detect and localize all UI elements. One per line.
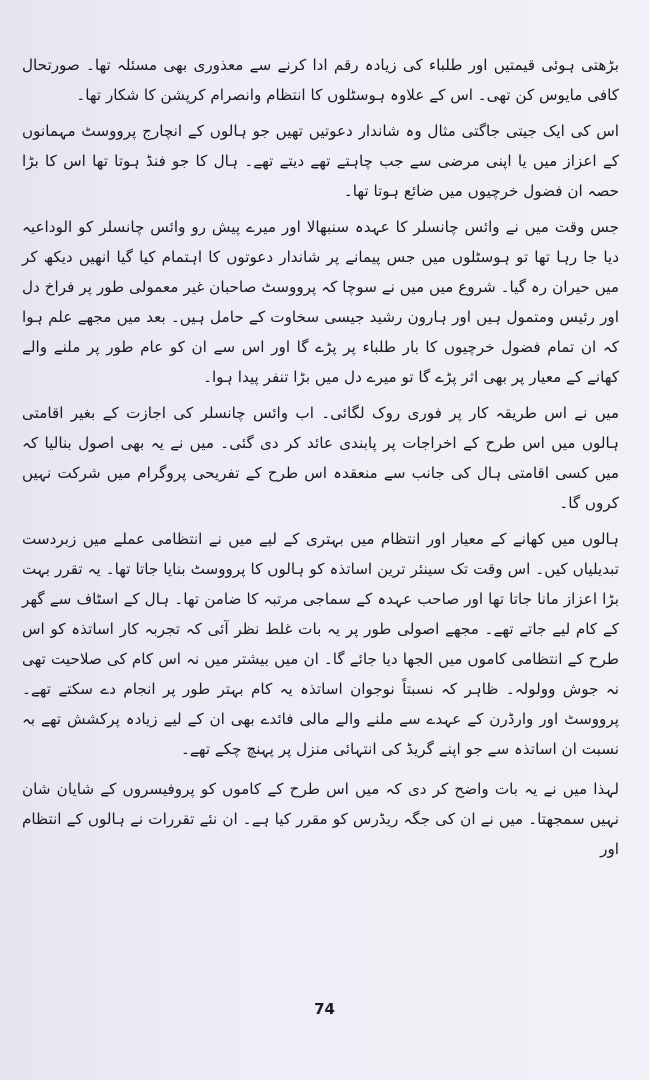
paragraph: ہالوں میں کھانے کے معیار اور انتظام میں بہتری کے لیے میں نے انتظامی عملے میں زبردست تبدیلیاں کیں۔ اس وقت تک سینئر ترین اساتذہ کو ہالوں کا پرووسٹ بنایا جاتا تھا۔ یہ تقرر بہت بڑا اعزاز مانا جاتا تھا اور صاحب عہدہ کے سماجی مرتبہ کا ضامن تھا۔ ہال کے اسٹاف سے گھر کے کام لیے جاتے تھے۔ مجھے اصولی طور پر یہ بات غلط نظر آئی کہ تجربہ کار اساتذہ کو اس طرح کے انتظامی کاموں میں الجھا دیا جائے گا۔ ان میں بیشتر میں نہ اس کام کی صلاحیت تھی نہ جوش وولولہ۔ ظاہر کہ نسبتاً نوجوان اساتذہ یہ کام بہتر طور پر انجام دے سکتے تھے۔ پرووسٹ اور وارڈرن کے عہدے سے ملنے والے مالی فائدے بھی ان کے لیے زیادہ پرکشش تھے بہ نسبت ان اساتذہ سے جو اپنے گریڈ کی انتہائی منزل پر پہنچ چکے تھے۔ xyxy=(22,530,619,758)
body-text xyxy=(22,50,619,864)
paragraph: بڑھتی ہوئی قیمتیں اور طلباء کی زیادہ رقم ادا کرنے سے معذوری بھی مسئلہ تھا۔ صورتحال کافی مایوس کن تھی۔ اس کے علاوہ ہوسٹلوں کا انتظام وانصرام کرپشن کا شکار تھا۔ xyxy=(22,56,619,104)
paragraph: لہذا میں نے یہ بات واضح کر دی کہ میں اس طرح کے کاموں کو پروفیسروں کے شایان شان نہیں سمجھتا۔ میں نے ان کی جگہ ریڈرس کو مقرر کیا ہے۔ ان نئے تقررات نے ہالوں کے انتظام اور xyxy=(22,780,619,858)
paragraph: اس کی ایک جیتی جاگتی مثال وہ شاندار دعوتیں تھیں جو ہالوں کے انچارج پرووسٹ مہمانوں کے اعزاز میں یا اپنی مرضی سے جب چاہتے تھے دیتے تھے۔ ہال کا جو فنڈ ہوتا تھا اس کا بڑا حصہ ان فضول خرچیوں میں ضائع ہوتا تھا۔ xyxy=(22,122,619,200)
paragraph: جس وقت میں نے وائس چانسلر کا عہدہ سنبھالا اور میرے پیش رو وائس چانسلر کو الوداعیہ دیا جا رہا تھا تو ہوسٹلوں میں جس پیمانے پر شاندار دعوتوں کا اہتمام کیا گیا انھیں دیکھ کر میں حیران رہ گیا۔ شروع میں میں نے سوچا کہ پرووسٹ صاحبان غیر معمولی طور پر فراخ دل اور رئیس ومتمول ہیں اور ہارون رشید جیسی سخاوت کے حامل ہیں۔ بعد میں مجھے علم ہوا کہ ان تمام فضول خرچیوں کا بار طلباء پر پڑے گا اور اس سے ان کو عام طور پر ملنے والے کھانے کے معیار پر بھی اثر پڑے گا تو میرے دل میں بڑا تنفر پیدا ہوا۔ xyxy=(22,218,619,386)
page-number: 74 xyxy=(314,1000,335,1018)
paragraph: میں نے اس طریقہ کار پر فوری روک لگائی۔ اب وائس چانسلر کی اجازت کے بغیر اقامتی ہالوں میں اس طرح کے اخراجات پر پابندی عائد کر دی گئی۔ میں نے یہ بھی اصول بنالیا کہ میں کسی اقامتی ہال کی جانب سے منعقدہ اس طرح کے تفریحی پروگرام میں شرکت نہیں کروں گا۔ xyxy=(22,404,619,512)
